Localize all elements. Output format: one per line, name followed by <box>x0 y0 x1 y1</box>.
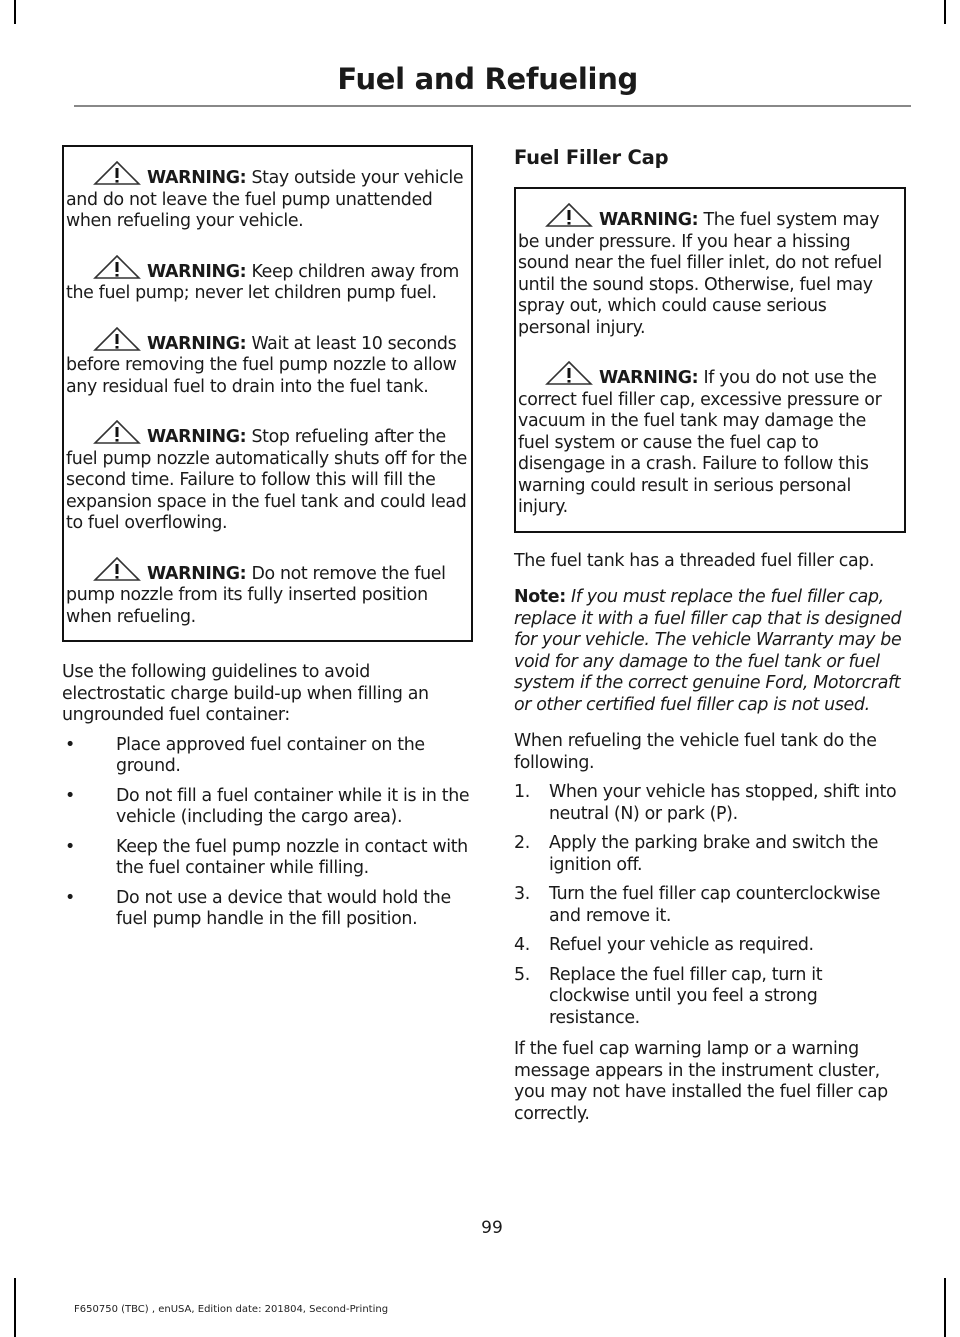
list-item: 1. When your vehicle has stopped, shift into neutral (N) or park (P). <box>514 782 897 824</box>
warning-item <box>66 161 469 233</box>
left-column <box>62 145 473 931</box>
page-title: Fuel and Refueling <box>337 62 638 96</box>
warning-label: WARNING: <box>599 210 699 230</box>
list-item: 5. Replace the fuel filler cap, turn it clockwise until you feel a strong resistance. <box>514 964 823 1028</box>
paragraph: If the fuel cap warning lamp or a warning message appears in the instrument cluster, you may not have installed the fuel filler cap correctly. <box>514 1039 888 1124</box>
warning-triangle-icon <box>92 557 142 581</box>
warning-label: WARNING: <box>599 368 699 388</box>
warning-item <box>66 557 469 629</box>
guidelines-list <box>62 735 473 931</box>
warning-text: The fuel system may be under pressure. If you hear a hissing sound near the fuel filler inlet, do not refuel until the sound stops. Otherwise, fuel may spray out, which could cause serious personal injury. <box>518 210 882 338</box>
list-item: 3. Turn the fuel filler cap counterclockwise and remove it. <box>514 884 881 926</box>
note-paragraph <box>514 587 906 716</box>
warning-label: WARNING: <box>147 261 247 282</box>
warning-item <box>66 420 469 535</box>
warning-label: WARNING: <box>147 427 247 447</box>
intro-paragraph: Use the following guidelines to avoid electrostatic charge build-up when filling an ungrounded fuel container: <box>62 662 429 725</box>
list-item: • Do not fill a fuel container while it is in the vehicle (including the cargo area). <box>65 785 470 827</box>
bullet: • <box>65 734 75 755</box>
crop-mark-top-right <box>944 0 946 24</box>
bullet: • <box>65 785 75 806</box>
list-item: 4. Refuel your vehicle as required. <box>514 935 814 955</box>
warning-item <box>518 203 902 339</box>
warning-triangle-icon <box>92 327 142 351</box>
paragraph: The fuel tank has a threaded fuel filler cap. <box>514 550 875 571</box>
warning-text: Do not remove the fuel pump nozzle from its fully inserted position when refueling. <box>66 563 446 627</box>
warning-text: Stay outside your vehicle and do not leave the fuel pump unattended when refueling your vehicle. <box>66 168 464 231</box>
paragraph: When refueling the vehicle fuel tank do the following. <box>514 731 877 773</box>
crop-mark-bottom-left <box>14 1278 16 1337</box>
warning-item <box>66 255 469 305</box>
list-item: • Place approved fuel container on the ground. <box>65 734 425 776</box>
right-column <box>514 146 906 1125</box>
warning-text: If you do not use the correct fuel filler cap, excessive pressure or vacuum in the fuel tank may damage the fuel system or cause the fuel cap to disengage in a crash. Failure to follow this warning could result in serious personal injury. <box>518 368 882 517</box>
bullet: • <box>65 836 75 857</box>
refuel-steps-list <box>514 782 906 1029</box>
warning-triangle-icon <box>544 361 594 385</box>
warning-label: WARNING: <box>147 563 247 584</box>
warning-label: WARNING: <box>147 333 247 354</box>
list-item: 2. Apply the parking brake and switch the ignition off. <box>514 833 879 875</box>
warning-item <box>66 327 469 399</box>
warning-triangle-icon <box>92 161 142 185</box>
warning-triangle-icon <box>544 203 594 227</box>
warning-triangle-icon <box>92 255 142 279</box>
page-number: 99 <box>481 1218 503 1238</box>
header-divider <box>74 105 911 107</box>
note-text: If you must replace the fuel filler cap, replace it with a fuel filler cap that is designed for your vehicle. The vehicle Warranty may be void for any damage to the fuel tank or fuel system if the correct genuine Ford, Motorcraft or other certified fuel filler cap is not used. <box>514 587 902 715</box>
crop-mark-top-left <box>14 0 16 24</box>
bullet: • <box>65 887 75 908</box>
list-item: • Keep the fuel pump nozzle in contact with the fuel container while filling. <box>65 836 468 878</box>
crop-mark-bottom-right <box>944 1278 946 1337</box>
warning-text: Keep children away from the fuel pump; never let children pump fuel. <box>66 261 460 303</box>
warning-box-right <box>514 187 906 533</box>
warning-text: Stop refueling after the fuel pump nozzle automatically shuts off for the second time. Failure to follow this will fill the expansion space in the fuel tank and could lead to fuel overflowing. <box>66 427 467 533</box>
section-title: Fuel Filler Cap <box>514 146 669 169</box>
warning-text: Wait at least 10 seconds before removing the fuel pump nozzle to allow any residual fuel to drain into the fuel tank. <box>66 333 457 397</box>
footer-edition: F650750 (TBC) , enUSA, Edition date: 201804, Second-Printing <box>74 1304 389 1315</box>
note-label: Note: <box>514 587 566 607</box>
list-item: • Do not use a device that would hold the fuel pump handle in the fill position. <box>65 887 451 929</box>
warning-box-left <box>62 145 473 642</box>
warning-triangle-icon <box>92 420 142 444</box>
warning-item <box>518 361 902 519</box>
warning-label: WARNING: <box>147 168 247 188</box>
